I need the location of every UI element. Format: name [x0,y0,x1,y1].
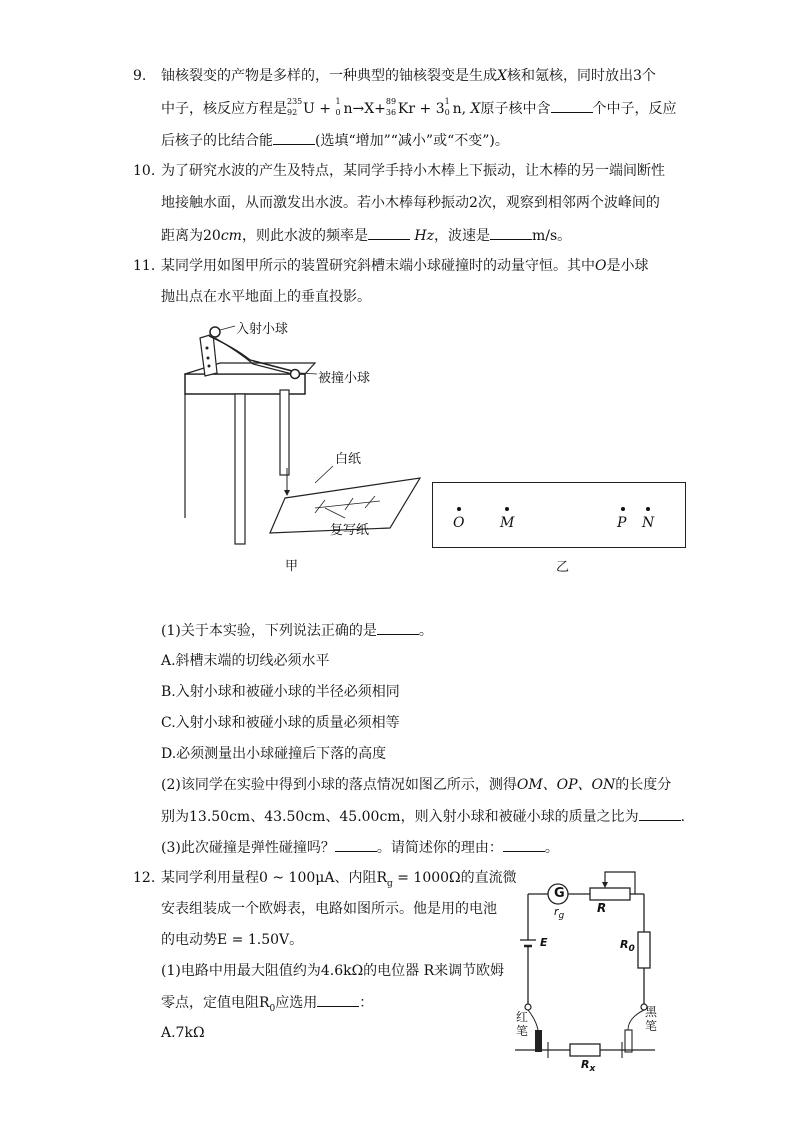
point-p-label: P [617,515,627,531]
potentiometer-label: R [597,901,607,915]
q10-text-3a: 距离为20 [161,228,221,244]
red-probe-label: 红笔 [516,1010,529,1038]
q10-line3 [161,225,571,246]
q11-sub1-end: 。 [418,623,433,639]
q12-option-a: A.7kΩ [161,1025,205,1041]
red-probe [535,1030,542,1052]
unit-hz: Hz [414,228,434,244]
nuclide-n: 1 0 [335,97,341,117]
point-p-dot [621,507,625,511]
q10-text-3b: ，则此水波的频率是 [241,228,368,244]
q9-x2: X [470,101,481,117]
emf-label: E [540,936,548,949]
answer-blank[interactable] [503,837,545,852]
q11-sub3-text-b: 。请简述你的理由： [376,840,503,856]
q10-line1 [133,161,665,181]
q12-text-5a: 零点，定值电阻R [161,995,270,1011]
plus: + [319,101,331,117]
q11-sub2-line2 [161,806,685,827]
circuit-diagram [510,862,660,1075]
q11-number: 11. [133,258,156,274]
q11-sub3 [161,837,559,858]
answer-blank[interactable] [490,225,532,240]
q9-number: 9. [133,68,147,84]
arrow: →X+ [352,101,386,117]
q9-text-1b: 核和氪核，同时放出3个 [506,68,656,84]
q9-text-3b: (选填“增加”“减小”或“不变”)。 [315,133,509,149]
point-m-dot [505,507,509,511]
q9-line1 [133,66,673,86]
q11-option-c: C.入射小球和被碰小球的质量必须相等 [161,715,400,731]
symbol-n2: n, [452,101,467,117]
q11-sub1 [161,620,433,641]
landing-points-box [432,482,686,548]
symbol-n: n [343,101,353,117]
q12-line4: (1)电路中用最大阻值约为4.6kΩ的电位器 R来调节欧姆 [161,963,505,979]
nuclide-u: 235 92 [287,97,303,117]
label-carbon-paper: 复写纸 [330,523,370,538]
answer-blank[interactable] [335,837,377,852]
q12-text-1b: = 1000Ω的直流微 [392,870,517,886]
q12-line2: 安表组装成一个欧姆表，电路如图所示。他是用的电池 [161,901,497,917]
q9-text-2b: 原子核中含 [480,101,551,117]
q11-text-1b: 是小球 [606,258,649,274]
q12-number: 12. [133,870,156,886]
q10-number: 10. [133,163,156,179]
q11-sub2-text-1b: 的长度分 [615,777,672,793]
q10-text-3d: m/s。 [532,228,572,244]
q11-sub3-text-a: (3)此次碰撞是弹性碰撞吗？ [161,840,335,856]
potentiometer-symbol [590,888,630,900]
symbol-u: U [303,101,315,117]
r0-label: $R_0$ [620,938,635,955]
answer-blank[interactable] [368,225,410,240]
q12-text-5-end: ： [359,995,374,1011]
symbol-kr: Kr [397,101,416,117]
rx-resistor-symbol [570,1044,600,1056]
q9-text-2a: 中子，核反应方程是 [161,101,287,117]
q11-sub2-end: . [680,809,686,825]
label-incident-ball: 入射小球 [236,322,289,337]
q11-sub1-text: (1)关于本实验，下列说法正确的是 [161,623,377,639]
q11-line2: 抛出点在水平地面上的垂直投影。 [161,289,371,305]
q12-text-5b: 应选用 [275,995,318,1011]
point-n-label: N [642,515,655,531]
caption-yi: 乙 [556,560,570,575]
rg-label: $r_g$ [554,905,565,922]
q9-text-3a: 后核子的比结合能 [161,133,273,149]
q10-text-1: 为了研究水波的产生及特点，某同学手持小木棒上下振动，让木棒的另一端间断性 [161,163,665,179]
label-white-paper: 白纸 [335,452,362,467]
q11-sub3-end: 。 [544,840,559,856]
q9-text-1: 铀核裂变的产物是多样的，一种典型的铀核裂变是生成 [161,68,497,84]
apparatus-figure [165,318,430,578]
rx-label: $R_x$ [581,1058,596,1075]
q10-line2: 地接触水面，从而激发出水波。若小木棒每秒振动2次，观察到相邻两个波峰间的 [161,195,660,211]
point-o-label: O [453,515,465,531]
point-n-dot [646,507,650,511]
q10-text-3c: ，波速是 [434,228,490,244]
unit-cm: cm [220,228,242,244]
q9-line2 [161,98,677,119]
caption-jia: 甲 [285,559,299,574]
q9-line3 [161,130,509,151]
point-o-dot [457,507,461,511]
answer-blank[interactable] [273,130,315,145]
black-probe [625,1030,632,1052]
answer-blank[interactable] [639,806,681,821]
black-probe-label: 黑笔 [645,1005,658,1033]
answer-blank[interactable] [317,992,359,1007]
q11-text-1a: 某同学用如图甲所示的装置研究斜槽末端小球碰撞时的动量守恒。其中 [161,258,595,274]
q9-text-2c: 个中子，反应 [592,101,677,117]
q11-segments: OM、OP、ON [516,777,616,793]
galvanometer-label: G [554,886,565,901]
answer-blank[interactable] [551,98,593,113]
q11-sub2-text-2: 别为13.50cm、43.50cm、45.00cm，则入射小球和被碰小球的质量之比为 [161,809,639,825]
fixed-resistor-symbol [638,932,650,968]
q11-option-b: B.入射小球和被碰小球的半径必须相同 [161,684,400,700]
sub-g: g [387,878,393,889]
q11-option-a: A.斜槽末端的切线必须水平 [161,653,330,669]
q12-text-1: 某同学利用量程0 ~ 100μA、内阻R [161,870,388,886]
point-m-label: M [500,515,515,531]
q11-option-d: D.必须测量出小球碰撞后下落的高度 [161,746,387,762]
point-o-ref: O [595,258,607,274]
q11-line1 [133,256,649,276]
q11-sub2-text-1: (2)该同学在实验中得到小球的落点情况如图乙所示，测得 [161,777,517,793]
nuclide-kr: 89 36 [385,97,397,117]
q12-line3: 的电动势E = 1.50V。 [161,932,304,948]
nuclide-n2: 1 0 [444,97,450,117]
q12-line5 [161,992,373,1019]
plus-3: + 3 [419,101,445,117]
q9-x: X [497,68,507,84]
answer-blank[interactable] [377,620,419,635]
q11-sub2-line1 [161,775,671,795]
sub-0: 0 [269,1003,276,1014]
label-target-ball: 被撞小球 [318,371,371,386]
